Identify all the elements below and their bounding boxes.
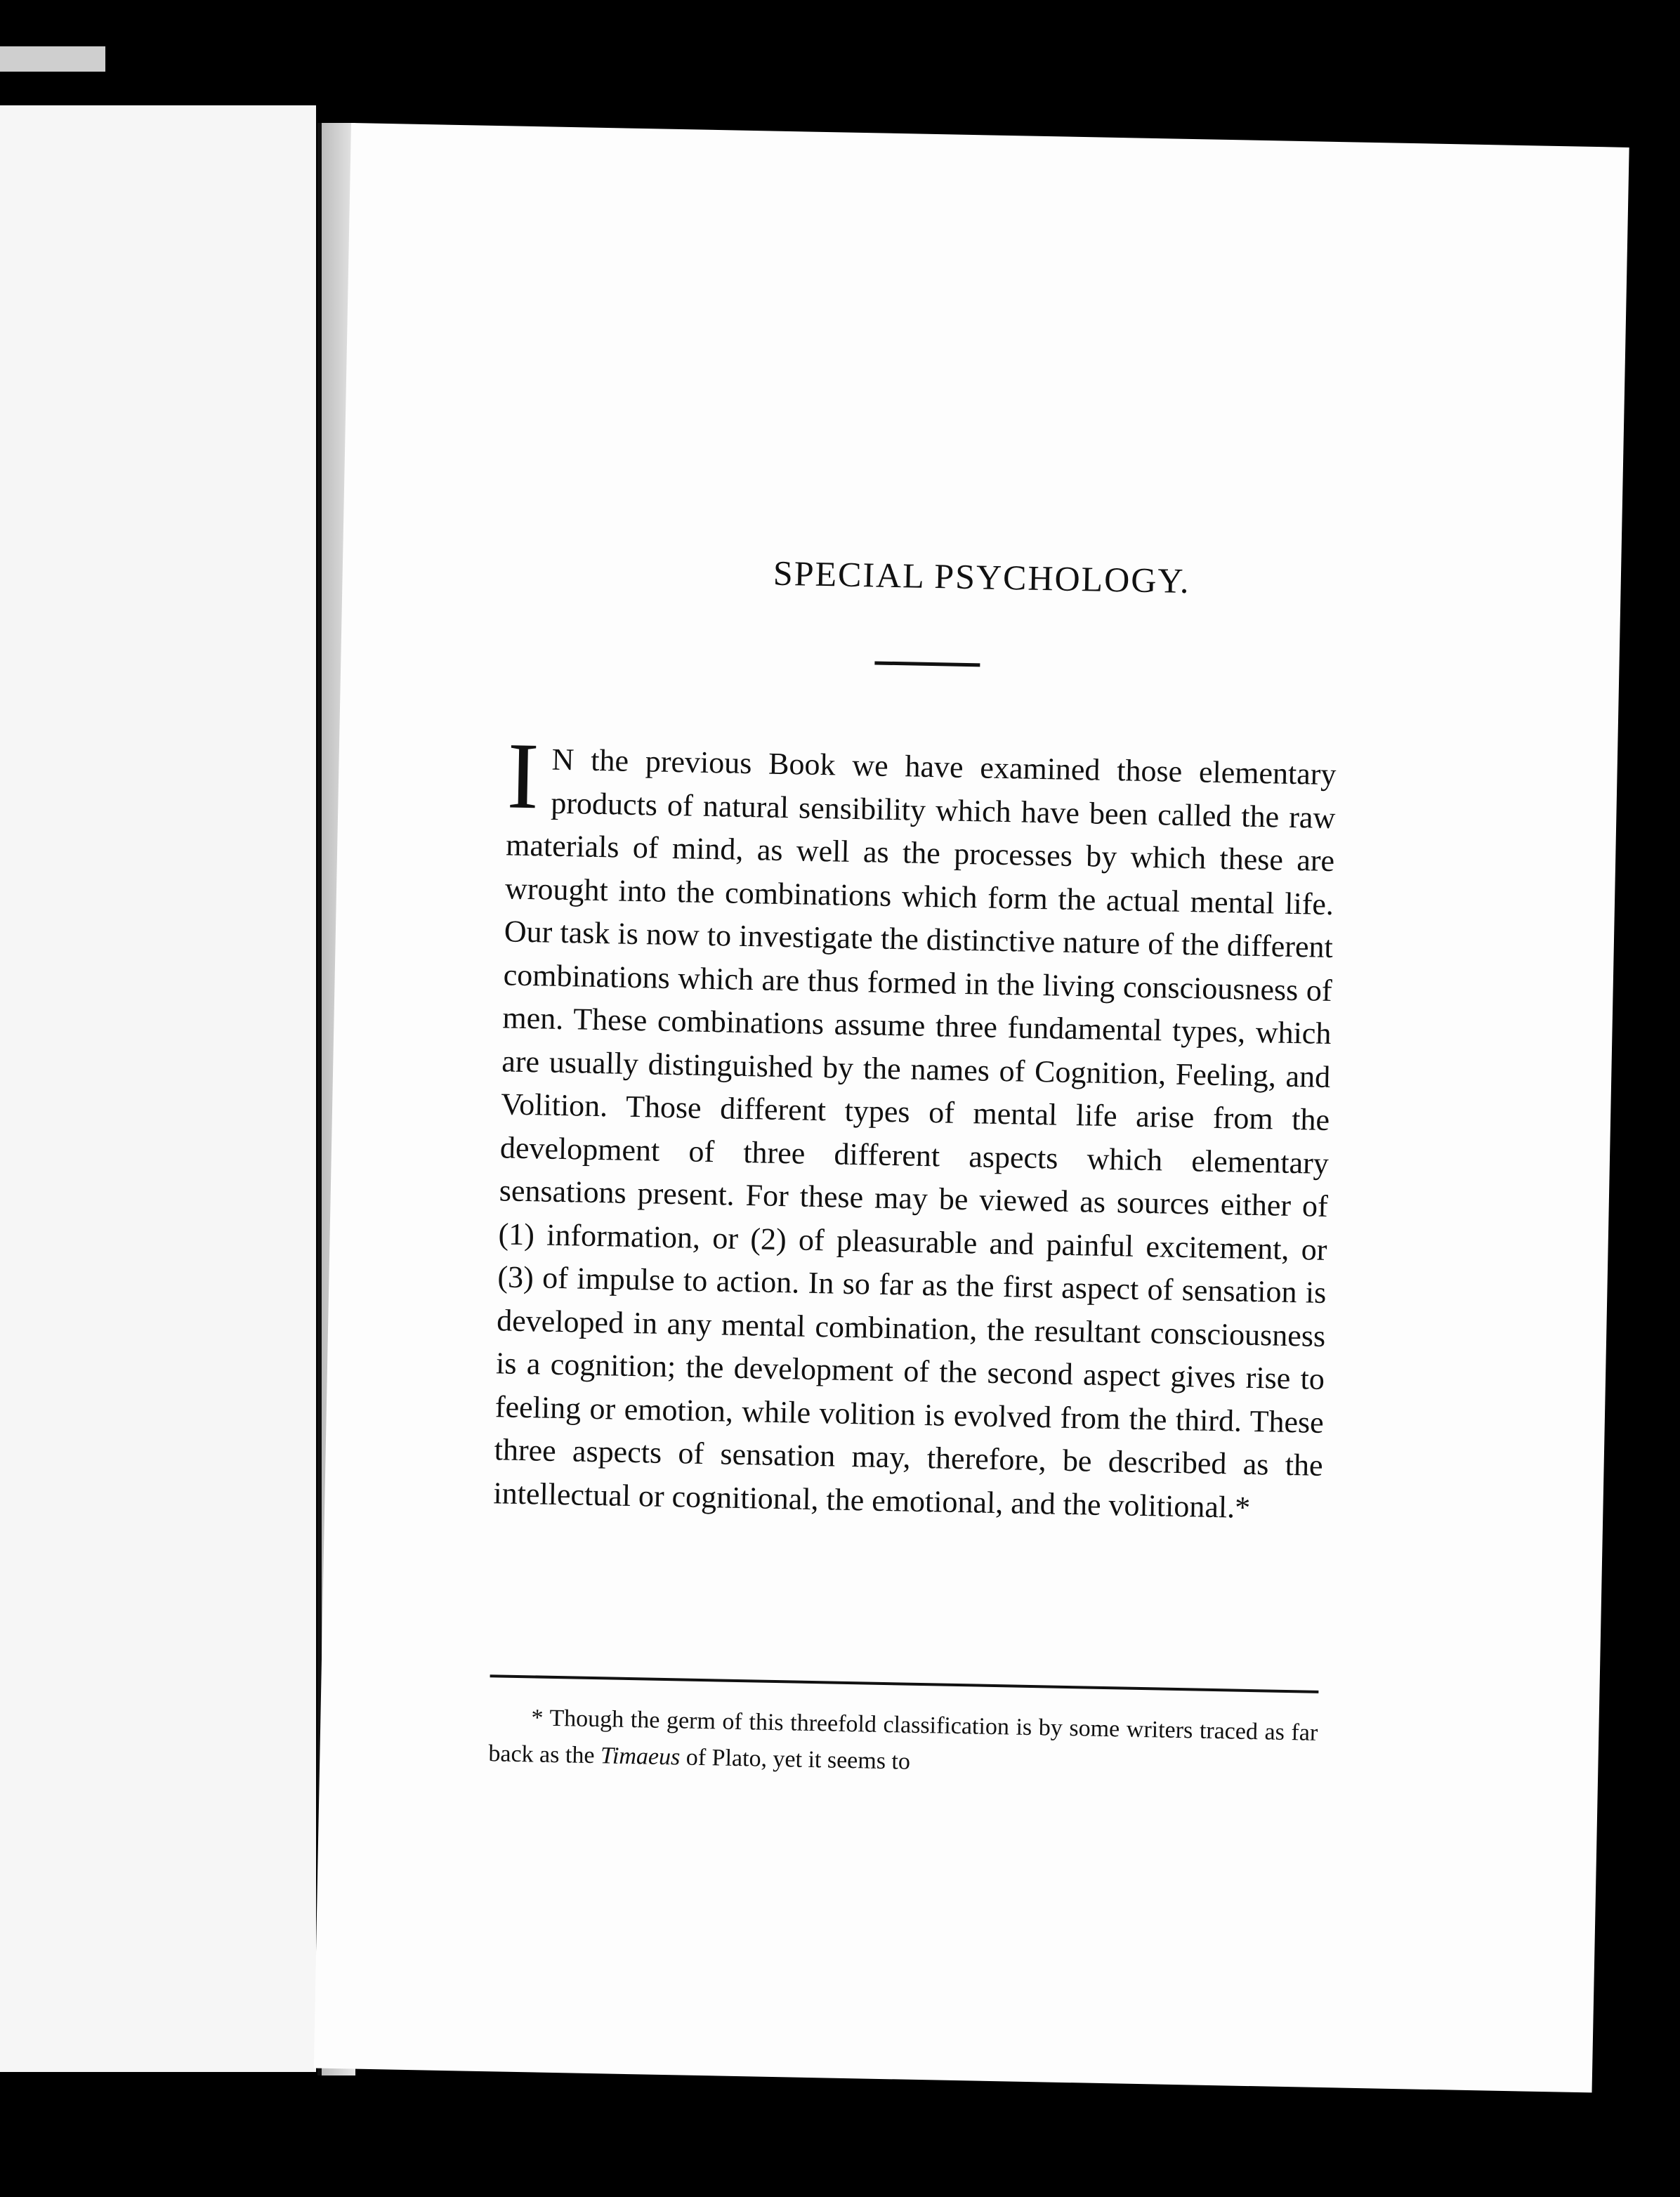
page-heading: SPECIAL PSYCHOLOGY. [773, 553, 1191, 601]
footnote-text-start: * Though the germ of this threefold classification is by some writers traced as far back as the [488, 1705, 1318, 1769]
right-page [314, 123, 1629, 2092]
left-page [0, 105, 316, 2072]
heading-rule [874, 661, 980, 667]
body-paragraph [493, 723, 1337, 1530]
drop-cap: I [506, 723, 540, 829]
footnote-text-end: of Plato, yet it seems to [679, 1744, 911, 1775]
footnote [488, 1699, 1318, 1788]
scan-edge-mark [0, 46, 105, 72]
footnote-italic-title: Timaeus [600, 1743, 681, 1771]
footnote-rule [490, 1674, 1319, 1693]
body-text: N the previous Book we have examined those elementary products of natural sensibility which have been called the raw materials of mind, as well as the processes by which these are wrought into the combinations which form the actual mental life. Our task is now to investigate the distinctive nature of the different combinations which are thus formed in the living consciousness of men. These combinations assume three fundamental types, which are usually distinguished by the names of Cognition, Feeling, and Volition. Those different types of mental life arise from the development of three different aspects which elementary sensations present. For these may be viewed as sources either of (1) information, or (2) of pleasurable and painful excitement, or (3) of impulse to action. In so far as the first aspect of sensation is developed in any mental combination, the resultant consciousness is a cognition; the development of the second aspect gives rise to feeling or emotion, while volition is evolved from the third. These three aspects of sensation may, therefore, be described as the intellectual or cognitional, the emotional, and the volitional.* [493, 742, 1337, 1525]
